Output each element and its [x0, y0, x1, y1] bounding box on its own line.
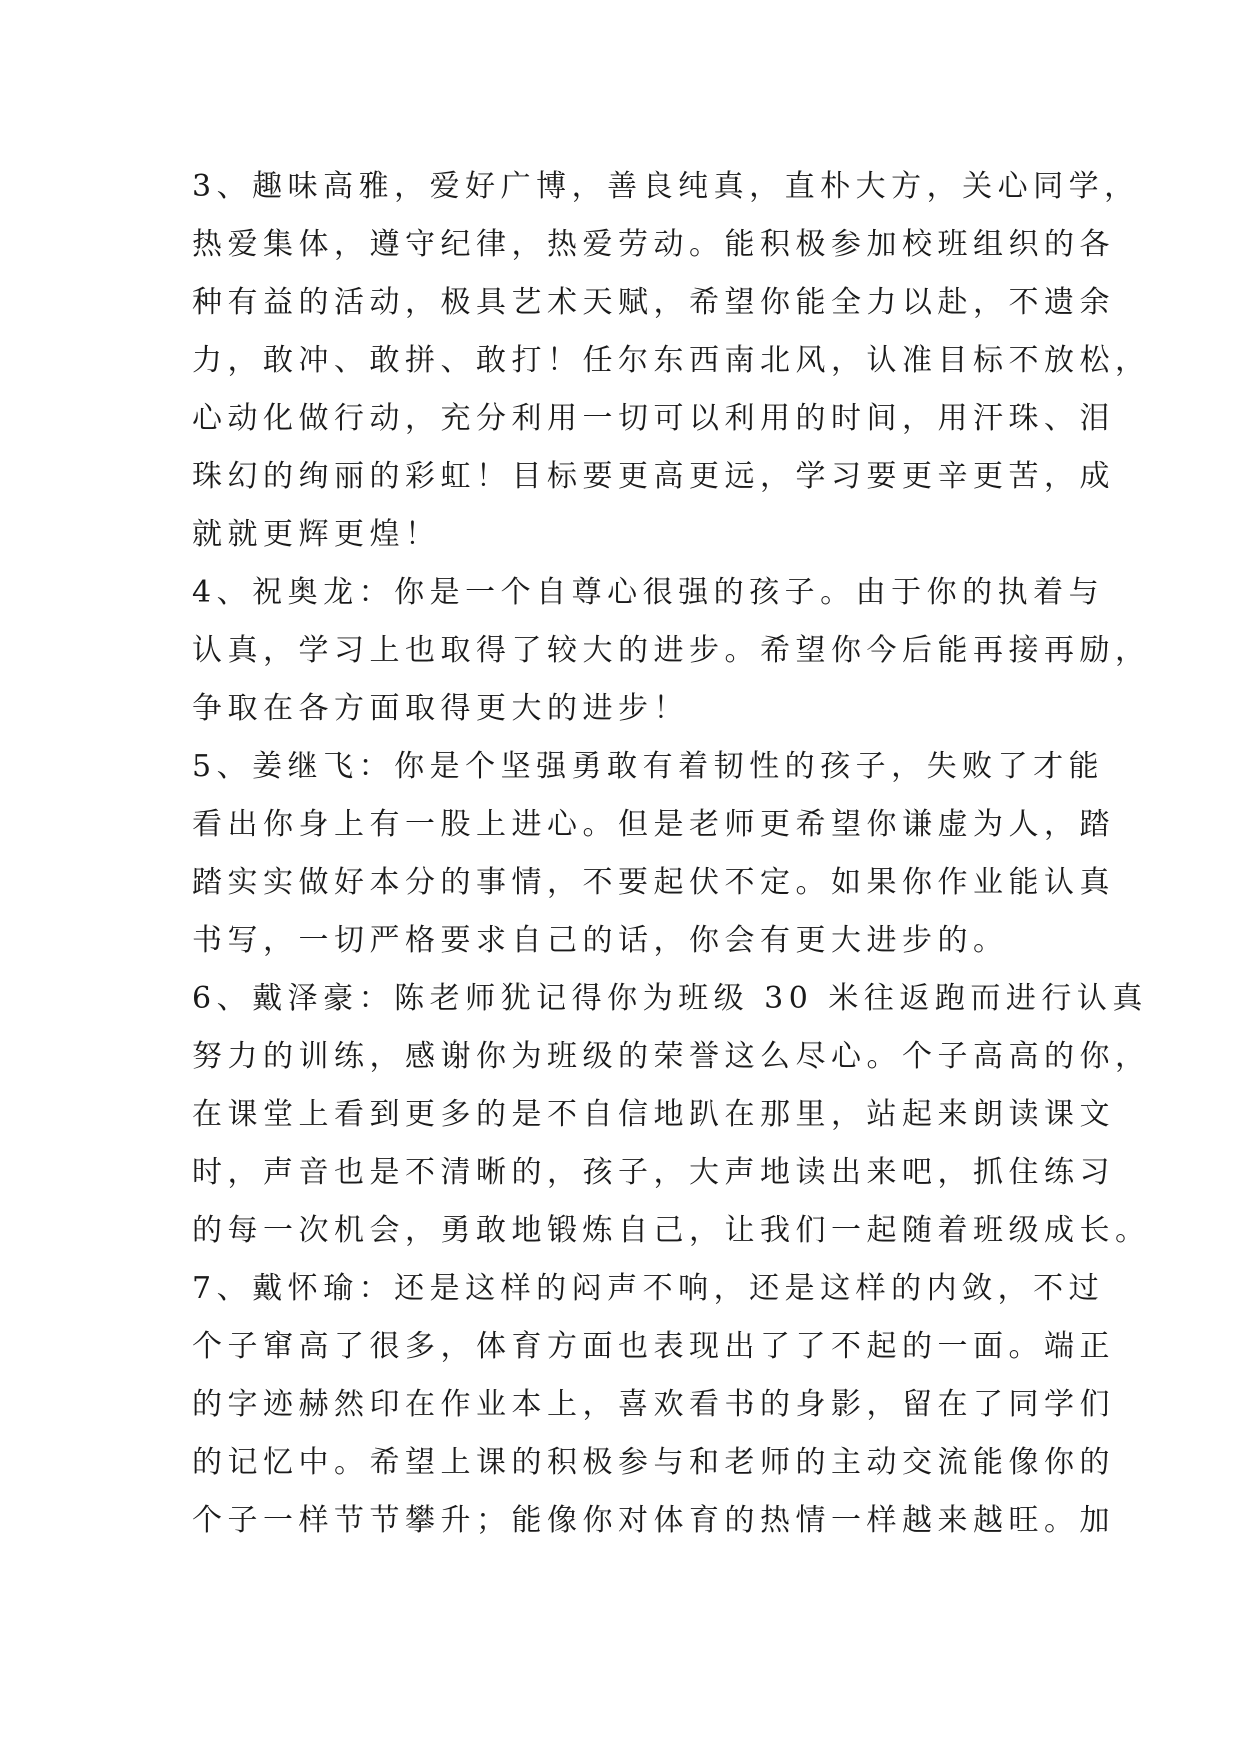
text-line: 种有益的活动，极具艺术天赋，希望你能全力以赴，不遗余	[192, 285, 1115, 320]
text-line: 5、姜继飞：你是个坚强勇敢有着韧性的孩子，失败了才能	[192, 749, 1105, 784]
text-line: 4、祝奥龙：你是一个自尊心很强的孩子。由于你的执着与	[192, 575, 1105, 610]
text-line: 在课堂上看到更多的是不自信地趴在那里，站起来朗读课文	[192, 1097, 1115, 1132]
text-line: 热爱集体，遵守纪律，热爱劳动。能积极参加校班组织的各	[192, 227, 1115, 262]
text-line: 认真，学习上也取得了较大的进步。希望你今后能再接再励，	[192, 633, 1151, 668]
text-line: 书写，一切严格要求自己的话，你会有更大进步的。	[192, 923, 1009, 958]
text-line: 个子一样节节攀升；能像你对体育的热情一样越来越旺。加	[192, 1503, 1115, 1538]
text-line: 3、趣味高雅，爱好广博，善良纯真，直朴大方，关心同学，	[192, 169, 1140, 204]
text-line: 7、戴怀瑜：还是这样的闷声不响，还是这样的内敛，不过	[192, 1271, 1105, 1306]
text-line: 的字迹赫然印在作业本上，喜欢看书的身影，留在了同学们	[192, 1387, 1115, 1422]
text-line: 就就更辉更煌！	[192, 517, 441, 552]
text-line: 心动化做行动，充分利用一切可以利用的时间，用汗珠、泪	[192, 401, 1115, 436]
text-line: 时，声音也是不清晰的，孩子，大声地读出来吧，抓住练习	[192, 1155, 1115, 1190]
document-body	[192, 158, 1151, 1550]
text-line: 努力的训练，感谢你为班级的荣誉这么尽心。个子高高的你，	[192, 1039, 1151, 1074]
text-line: 看出你身上有一股上进心。但是老师更希望你谦虚为人，踏	[192, 807, 1115, 842]
text-line: 力，敢冲、敢拼、敢打！任尔东西南北风，认准目标不放松，	[192, 343, 1151, 378]
text-line: 6、戴泽豪：陈老师犹记得你为班级 30 米往返跑而进行认真	[192, 981, 1148, 1016]
text-line: 争取在各方面取得更大的进步！	[192, 691, 689, 726]
text-line: 个子窜高了很多，体育方面也表现出了了不起的一面。端正	[192, 1329, 1115, 1364]
text-line: 的记忆中。希望上课的积极参与和老师的主动交流能像你的	[192, 1445, 1115, 1480]
text-line: 的每一次机会，勇敢地锻炼自己，让我们一起随着班级成长。	[192, 1213, 1151, 1248]
text-line: 珠幻的绚丽的彩虹！目标要更高更远，学习要更辛更苦，成	[192, 459, 1115, 494]
text-line: 踏实实做好本分的事情，不要起伏不定。如果你作业能认真	[192, 865, 1115, 900]
